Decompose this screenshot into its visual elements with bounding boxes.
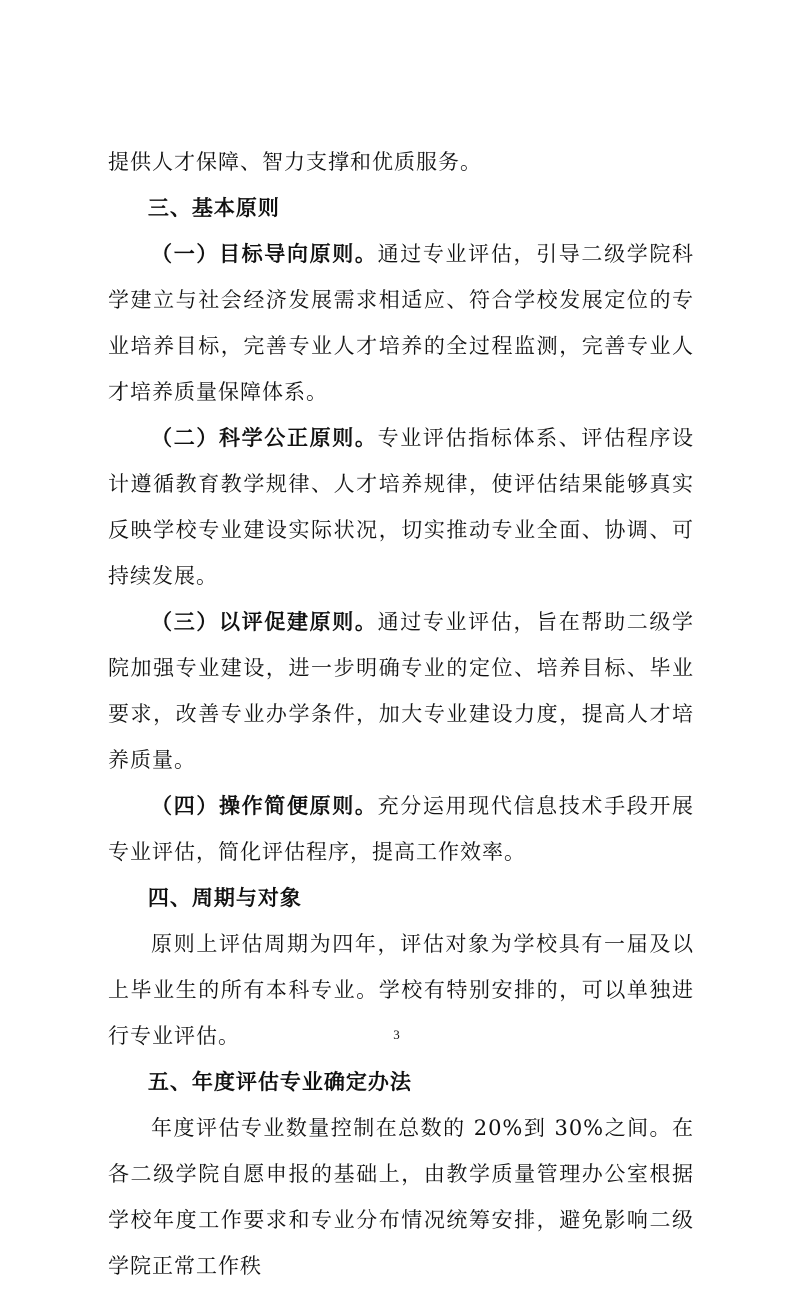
principle-3-title: （三）以评促建原则。 — [151, 610, 378, 634]
paragraph-principle-3 — [108, 599, 694, 783]
principle-1-text: 通过专业评估，引导二级学院科学建立与社会经济发展需求相适应、符合学校发展定位的专业培养目标，完善专业人才培养的全过程监测，完善专业人才培养质量保障体系。 — [108, 242, 695, 404]
principle-2-title: （二）科学公正原则。 — [151, 426, 378, 450]
principle-4-title: （四）操作简便原则。 — [151, 794, 378, 818]
page-number: 3 — [393, 1027, 400, 1042]
principle-3-text: 通过专业评估，旨在帮助二级学院加强专业建设，进一步明确专业的定位、培养目标、毕业要求，改善专业办学条件，加大专业建设力度，提高人才培养质量。 — [108, 610, 695, 772]
paragraph-principle-4 — [108, 783, 694, 875]
paragraph-principle-1 — [108, 231, 694, 415]
paragraph-principle-2 — [108, 415, 694, 599]
paragraph-continued: 提供人才保障、智力支撑和优质服务。 — [108, 150, 482, 174]
principle-2-text: 专业评估指标体系、评估程序设计遵循教育教学规律、人才培养规律，使评估结果能够真实反映学校专业建设实际状况，切实推动专业全面、协调、可持续发展。 — [108, 426, 695, 588]
principle-4-text: 充分运用现代信息技术手段开展专业评估，简化评估程序，提高工作效率。 — [108, 794, 695, 864]
section-heading-annual-selection: 五、年度评估专业确定办法 — [147, 1070, 412, 1094]
document-body — [108, 139, 694, 1289]
principle-1-title: （一）目标导向原则。 — [151, 242, 378, 266]
section-heading-cycle-and-scope: 四、周期与对象 — [147, 886, 302, 910]
paragraph-annual-selection: 年度评估专业数量控制在总数的 20%到 30%之间。在各二级学院自愿申报的基础上，由教学质量管理办公室根据学校年度工作要求和专业分布情况统筹安排，避免影响二级学院正常工作秩 — [108, 1116, 694, 1278]
paragraph-cycle-and-scope: 原则上评估周期为四年，评估对象为学校具有一届及以上毕业生的所有本科专业。学校有特别安排的，可以单独进行专业评估。 — [108, 932, 694, 1048]
section-heading-basic-principles: 三、基本原则 — [147, 196, 280, 220]
